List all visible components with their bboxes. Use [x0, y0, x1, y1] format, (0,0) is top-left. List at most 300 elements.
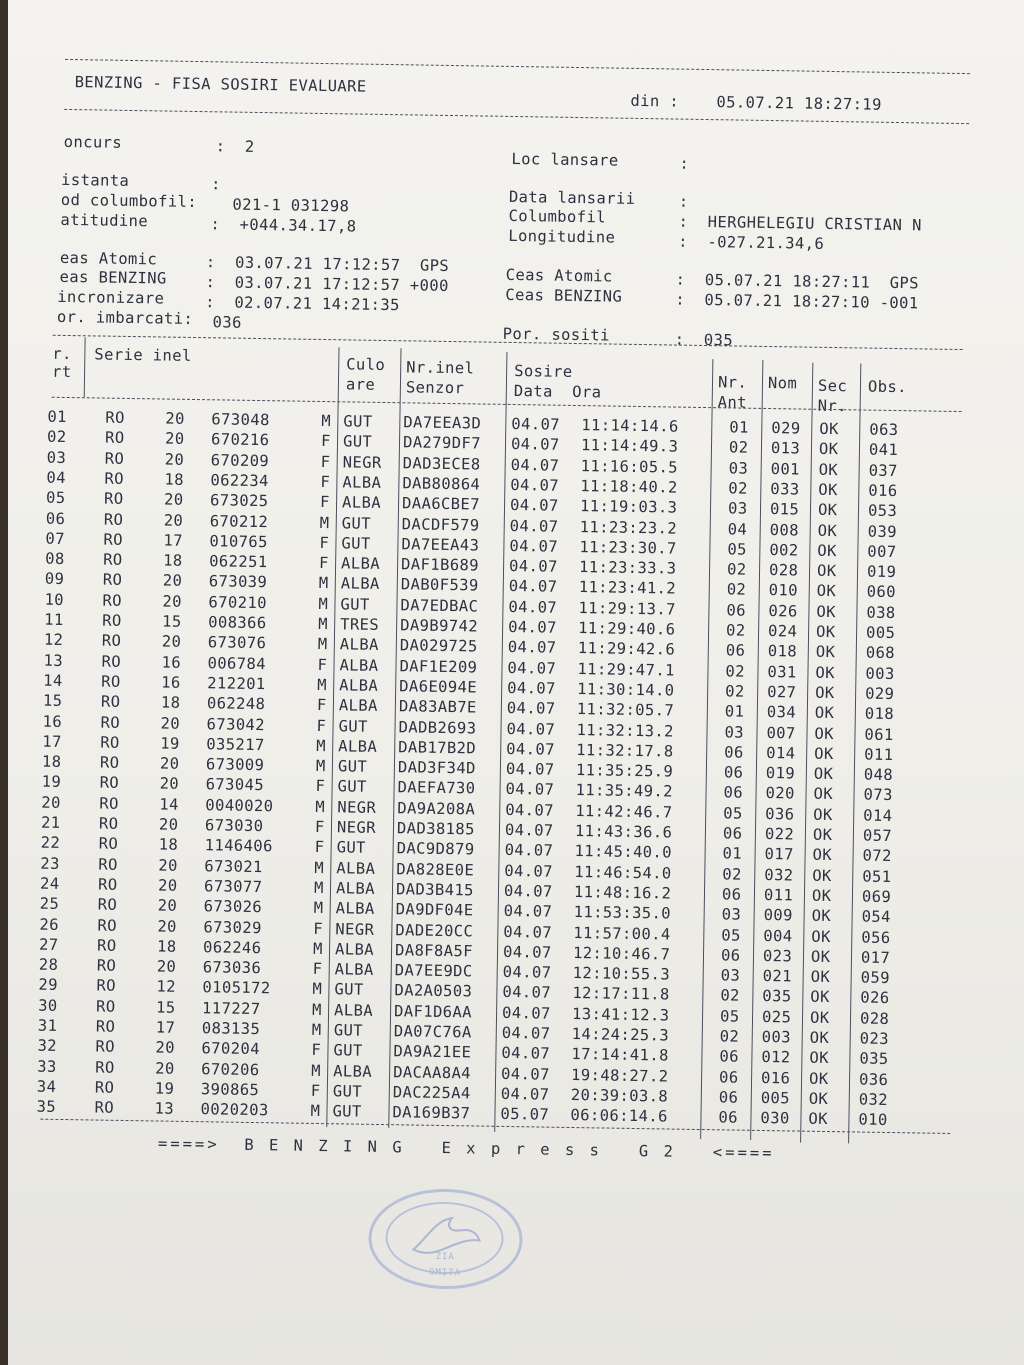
clock-value: 036 [202, 313, 242, 332]
cell-nr: 28 [38, 955, 59, 975]
cell-nr: 32 [37, 1036, 58, 1056]
cell-sec: OK [812, 846, 833, 865]
cell-color: NEGR [342, 452, 382, 472]
cell-year: 18 [158, 835, 179, 855]
cell-year: 20 [165, 409, 185, 428]
cell-time: 06:06:14.6 [570, 1106, 668, 1126]
cell-obs: 063 [869, 420, 899, 440]
cell-obs: 010 [858, 1110, 888, 1130]
cell-obs: 059 [860, 968, 891, 988]
cell-year: 20 [163, 511, 184, 530]
cell-sex: M [315, 757, 326, 776]
cell-ant: 04 [727, 519, 748, 539]
cell-sex: F [320, 472, 331, 492]
cell-year: 20 [162, 571, 183, 591]
info-value: : [210, 175, 221, 194]
cell-ant: 06 [718, 1067, 739, 1087]
cell-date: 04.07 [506, 719, 556, 739]
cell-obs: 036 [858, 1070, 889, 1089]
cell-sec: OK [810, 988, 830, 1007]
cell-color: GUT [334, 980, 364, 1000]
cell-ring: 673029 [203, 917, 262, 937]
col-nom-header: Nom [767, 374, 798, 393]
cell-nom: 014 [766, 743, 796, 763]
cell-time: 11:16:05.5 [580, 456, 679, 477]
cell-time: 12:10:55.3 [572, 964, 671, 984]
cell-nr: 11 [44, 610, 64, 629]
cell-year: 20 [164, 450, 185, 469]
cell-sensor: DA2A0503 [394, 981, 473, 1001]
cell-ant: 06 [725, 641, 746, 660]
cell-sensor: DA029725 [399, 636, 478, 656]
cell-color: GUT [337, 777, 367, 797]
cell-nr: 07 [45, 529, 66, 548]
cell-year: 13 [154, 1099, 175, 1118]
cell-nr: 01 [47, 407, 68, 426]
fancier-name: : HERGHELEGIU CRISTIAN N [678, 212, 922, 235]
cell-date: 04.07 [506, 699, 556, 718]
cell-year: 20 [157, 896, 178, 915]
cell-obs: 035 [859, 1049, 889, 1069]
cell-ring: 083135 [201, 1019, 261, 1039]
cell-ant: 06 [720, 946, 741, 965]
cell-time: 11:35:49.2 [575, 781, 674, 801]
cell-time: 11:23:41.2 [578, 578, 677, 598]
cell-nr: 02 [46, 427, 67, 447]
cell-obs: 061 [864, 725, 894, 744]
document-page [8, 0, 1024, 1365]
cell-country: RO [101, 631, 122, 651]
cell-country: RO [101, 672, 121, 691]
cell-country: RO [100, 692, 121, 712]
cell-sensor: DA9B9742 [400, 616, 479, 636]
cell-ant: 02 [725, 621, 746, 640]
cell-color: ALBA [340, 574, 380, 594]
cell-nom: 004 [763, 926, 793, 945]
cell-sensor: DA8F8A5F [394, 941, 474, 961]
cell-nom: 032 [764, 865, 794, 885]
cell-color: ALBA [334, 940, 375, 959]
cell-date: 04.07 [505, 760, 555, 779]
cell-sex: M [318, 574, 329, 593]
cell-nr: 15 [42, 691, 63, 711]
cell-year: 19 [160, 734, 180, 753]
cell-sex: F [320, 452, 331, 471]
cell-time: 11:43:36.6 [574, 822, 673, 842]
cell-date: 04.07 [501, 1003, 551, 1023]
cell-nr: 30 [38, 996, 58, 1015]
cell-year: 16 [161, 653, 182, 672]
cell-obs: 026 [860, 988, 890, 1008]
cell-time: 19:48:27.2 [570, 1065, 669, 1086]
cell-date: 04.07 [509, 516, 559, 536]
cell-date: 04.07 [500, 1084, 550, 1104]
cell-year: 18 [163, 551, 183, 570]
cell-sensor: DAB80864 [402, 474, 481, 494]
cell-date: 04.07 [507, 678, 557, 698]
cell-date: 04.07 [501, 1044, 551, 1063]
cell-color: GUT [336, 838, 367, 858]
cell-ant: 06 [723, 783, 744, 803]
cell-color: ALBA [340, 554, 381, 574]
cell-sex: M [310, 1102, 321, 1121]
cell-sec: OK [818, 440, 839, 459]
cell-sex: M [313, 899, 324, 918]
clock-value: : 03.07.21 17:12:57 GPS [205, 253, 450, 275]
cell-sex: F [319, 533, 330, 552]
cell-ant: 06 [723, 763, 744, 782]
info-value: : [678, 192, 689, 211]
cell-ring: 673026 [203, 897, 263, 917]
cell-year: 20 [164, 429, 185, 449]
cell-color: GUT [342, 432, 373, 452]
col-sec-header-2: Nr. [817, 396, 848, 416]
cell-obs: 053 [867, 501, 898, 521]
cell-sec: OK [811, 906, 832, 926]
cell-country: RO [98, 834, 119, 854]
clock-value: : 02.07.21 14:21:35 [205, 293, 400, 315]
cell-time: 14:24:25.3 [571, 1025, 670, 1045]
cell-nom: 017 [764, 845, 794, 864]
cell-date: 04.07 [500, 1064, 550, 1084]
cell-ring: 673021 [204, 856, 263, 876]
info-value: : [679, 154, 690, 173]
cell-color: GUT [341, 534, 371, 553]
cell-ring: 062234 [210, 471, 269, 491]
cell-sensor: DA828E0E [396, 859, 475, 880]
cell-sensor: DAD3B415 [395, 880, 475, 900]
cell-ant: 02 [719, 1027, 740, 1046]
cell-sex: M [317, 675, 328, 695]
cell-sex: F [311, 1041, 322, 1060]
cell-ring: 0040020 [205, 795, 274, 815]
cell-time: 11:57:00.4 [573, 923, 671, 944]
cell-nr: 26 [39, 915, 60, 934]
cell-nom: 020 [765, 784, 795, 803]
cell-nr: 21 [40, 813, 61, 832]
cell-nom: 033 [770, 479, 800, 499]
cell-ring: 673036 [202, 958, 262, 978]
info-label: od columbofil: [60, 190, 198, 212]
cell-sec: OK [808, 1089, 829, 1108]
cell-nr: 23 [40, 854, 60, 873]
cell-sensor: DAF1B689 [400, 555, 480, 575]
cell-year: 20 [160, 714, 181, 733]
cell-year: 20 [158, 815, 179, 834]
cell-obs: 060 [866, 582, 897, 602]
cell-ant: 05 [723, 804, 743, 823]
cell-ring: 117227 [201, 998, 261, 1018]
cell-obs: 016 [868, 481, 898, 500]
cell-nr: 10 [44, 590, 65, 609]
cell-nr: 14 [43, 671, 63, 690]
cell-nr: 27 [38, 935, 59, 954]
cell-date: 05.07 [500, 1105, 550, 1124]
cell-date: 04.07 [507, 638, 557, 658]
cell-ring: 212201 [207, 674, 266, 694]
col-nr-header-2: rt [51, 362, 72, 382]
cell-time: 12:17:11.8 [572, 984, 670, 1004]
cell-color: ALBA [338, 696, 378, 716]
cell-ring: 670206 [201, 1059, 260, 1079]
cell-sensor: DAB0F539 [400, 575, 479, 595]
cell-year: 18 [156, 937, 177, 956]
cell-time: 11:53:35.0 [573, 903, 672, 923]
cell-sec: OK [808, 1069, 829, 1088]
cell-date: 04.07 [508, 597, 558, 617]
cell-country: RO [103, 510, 124, 529]
cell-ant: 03 [728, 458, 749, 478]
cell-color: ALBA [334, 960, 374, 979]
cell-sensor: DACDF579 [401, 514, 480, 534]
cell-color: ALBA [341, 493, 382, 513]
cell-year: 20 [159, 754, 180, 773]
cell-sensor: DAA6CBE7 [401, 494, 481, 514]
col-separator [84, 337, 86, 397]
cell-sensor: DAD3ECE8 [402, 453, 481, 474]
cell-sensor: DAF1E209 [399, 656, 478, 677]
cell-nom: 019 [765, 764, 796, 783]
cell-country: RO [96, 976, 117, 996]
top-rule [65, 59, 970, 74]
arrival-report [8, 0, 1024, 1365]
info-label: Longitudine [508, 226, 616, 247]
cell-color: GUT [341, 513, 372, 533]
cell-sec: OK [815, 683, 835, 702]
cell-color: ALBA [339, 635, 379, 655]
cell-ring: 673025 [209, 491, 269, 511]
cell-color: GUT [340, 595, 370, 614]
cell-year: 17 [163, 531, 184, 550]
cell-country: RO [95, 1058, 115, 1077]
cell-sex: M [311, 1000, 322, 1019]
cell-time: 11:32:05.7 [576, 700, 675, 720]
cell-nr: 04 [46, 468, 67, 487]
cell-time: 11:35:25.9 [575, 761, 674, 781]
cell-time: 11:29:40.6 [578, 619, 676, 639]
cell-nom: 008 [769, 520, 800, 540]
cell-obs: 041 [868, 440, 899, 460]
cell-date: 04.07 [510, 455, 560, 475]
cell-ant: 02 [722, 864, 742, 884]
cell-color: TRES [340, 615, 380, 634]
cell-year: 18 [160, 693, 181, 713]
info-value: : -027.21.34,6 [678, 232, 825, 253]
clock-value: : 03.07.21 17:12:57 +000 [205, 273, 449, 295]
cell-date: 04.07 [504, 861, 554, 881]
stamp-text-2: OMITA [428, 1267, 462, 1279]
cell-obs: 011 [864, 745, 894, 764]
cell-time: 11:23:23.2 [579, 517, 678, 538]
cell-date: 04.07 [509, 496, 559, 515]
cell-date: 04.07 [504, 841, 554, 860]
cell-ant: 02 [725, 661, 746, 681]
col-sosire-header: Sosire [514, 362, 573, 381]
cell-country: RO [103, 530, 124, 549]
cell-time: 11:14:14.6 [581, 416, 679, 436]
cell-year: 15 [162, 612, 182, 631]
cell-year: 20 [159, 774, 180, 794]
cell-sensor: DAEFA730 [397, 778, 476, 798]
cell-sec: OK [815, 663, 836, 682]
cell-year: 17 [155, 1018, 176, 1037]
cell-sex: M [318, 614, 329, 634]
cell-ring: 062248 [206, 694, 266, 714]
cell-time: 11:23:33.3 [578, 558, 677, 578]
cell-color: ALBA [333, 1061, 373, 1081]
cell-ring: 062251 [209, 552, 268, 572]
col-nr-header: r. [52, 344, 72, 364]
cell-sec: OK [814, 703, 835, 723]
cell-ant: 01 [729, 418, 749, 437]
cell-nom: 034 [766, 703, 797, 722]
cell-time: 11:45:40.0 [574, 842, 673, 862]
cell-nr: 25 [39, 894, 60, 914]
cell-sensor: DAC9D879 [396, 839, 475, 859]
cell-nom: 012 [761, 1048, 791, 1067]
cell-sec: OK [815, 622, 836, 642]
info-value: : +044.34.17,8 [210, 215, 357, 236]
cell-ring: 673077 [203, 877, 263, 897]
cell-date: 04.07 [501, 1023, 551, 1043]
cell-time: 11:30:14.0 [577, 679, 675, 700]
cell-nr: 09 [44, 570, 65, 589]
cell-sex: F [312, 960, 323, 979]
cell-date: 04.07 [511, 414, 561, 434]
cell-sensor: DAC225A4 [392, 1083, 471, 1103]
cell-nom: 016 [760, 1068, 791, 1088]
cell-nr: 24 [39, 874, 60, 893]
cell-color: ALBA [339, 676, 379, 695]
cell-color: ALBA [335, 879, 376, 898]
cell-nr: 22 [40, 833, 61, 853]
cell-sec: OK [812, 866, 832, 885]
cell-time: 17:14:41.8 [571, 1045, 669, 1065]
cell-obs: 051 [862, 867, 892, 886]
cell-year: 14 [159, 795, 179, 814]
cell-country: RO [104, 449, 125, 468]
cell-color: GUT [338, 716, 368, 736]
col-culoare-header-2: are [345, 375, 376, 394]
cell-time: 13:41:12.3 [571, 1004, 670, 1025]
cell-year: 20 [163, 490, 184, 510]
cell-ring: 670209 [210, 450, 270, 470]
cell-sensor: DA7EEA3D [403, 413, 482, 433]
cell-nom: 010 [768, 581, 799, 600]
cell-obs: 007 [867, 542, 897, 561]
cell-sec: OK [810, 967, 831, 987]
cell-year: 20 [155, 1059, 175, 1078]
cell-nom: 007 [766, 723, 796, 742]
cell-color: NEGR [337, 797, 377, 817]
cell-ant: 02 [726, 560, 747, 579]
cell-date: 04.07 [502, 963, 552, 982]
col-senzor-header: Nr.inel [406, 358, 475, 378]
cell-ring: 673076 [207, 633, 267, 653]
cell-obs: 068 [865, 643, 896, 663]
cell-country: RO [99, 753, 120, 772]
cell-obs: 003 [865, 664, 895, 683]
cell-country: RO [96, 997, 116, 1016]
cell-color: NEGR [336, 818, 377, 837]
info-label: Loc lansare [511, 149, 619, 170]
cell-sex: M [316, 736, 327, 755]
cell-sensor: DA7EDBAC [400, 595, 479, 616]
cell-sex: M [317, 635, 328, 654]
cell-time: 11:42:46.7 [575, 801, 673, 822]
cell-nom: 003 [761, 1027, 792, 1047]
cell-date: 04.07 [508, 577, 558, 597]
cell-ant: 06 [719, 1047, 740, 1066]
cell-obs: 072 [862, 846, 892, 866]
cell-sensor: DA9A208A [397, 798, 476, 819]
cell-sex: F [314, 817, 325, 837]
cell-sensor: DA83AB7E [398, 697, 477, 717]
cell-obs: 019 [866, 562, 897, 582]
cell-sec: OK [813, 764, 834, 784]
clock-label: eas Atomic [59, 248, 158, 269]
cell-year: 20 [161, 632, 182, 652]
cell-ring: 035217 [206, 735, 265, 754]
stamp-text: ZIA [435, 1251, 455, 1263]
cell-ant: 03 [727, 499, 748, 518]
cell-ring: 008366 [208, 613, 267, 633]
cell-country: RO [102, 611, 122, 630]
cell-sex: M [318, 594, 329, 613]
cell-country: RO [98, 814, 119, 833]
footer-banner: ====> B E N Z I N G E x p r e s s G 2 <==== [157, 1134, 775, 1163]
cell-sec: OK [817, 521, 838, 540]
cell-ant: 02 [728, 479, 748, 498]
clock-label: Ceas Atomic [505, 265, 613, 286]
cell-country: RO [102, 591, 123, 610]
cell-country: RO [95, 1017, 116, 1036]
cell-date: 04.07 [505, 800, 555, 820]
cell-sex: M [321, 411, 332, 431]
cell-ring: 670216 [210, 430, 270, 450]
cell-sex: F [320, 432, 331, 451]
cell-sec: OK [808, 1109, 829, 1129]
arrivals-table [8, 406, 1017, 1130]
cell-ring: 673039 [208, 572, 268, 592]
cell-nr: 06 [45, 509, 66, 528]
col-obs-header: Obs. [867, 377, 908, 397]
cell-sec: OK [816, 561, 837, 581]
clock-label: Por. sositi [502, 324, 610, 345]
cell-nom: 024 [767, 622, 798, 641]
cell-nr: 12 [43, 630, 64, 650]
cell-country: RO [94, 1078, 115, 1097]
clock-label: or. imbarcati: [56, 307, 194, 328]
col-ant-header: Nr. [717, 373, 748, 392]
col-culoare-header: Culo [346, 355, 386, 374]
cell-year: 20 [157, 916, 178, 936]
cell-obs: 048 [863, 765, 894, 785]
cell-sec: OK [817, 500, 838, 520]
cell-date: 04.07 [503, 902, 553, 921]
cell-country: RO [96, 936, 117, 955]
cell-sec: OK [819, 419, 839, 439]
cell-sec: OK [813, 805, 833, 824]
cell-country: RO [104, 469, 125, 488]
cell-nr: 29 [38, 976, 59, 995]
cell-year: 12 [156, 977, 177, 997]
cell-obs: 069 [861, 887, 892, 906]
cell-nom: 005 [760, 1088, 791, 1108]
info-label: Data lansarii [508, 187, 636, 208]
cell-country: RO [99, 794, 119, 813]
cell-sec: OK [813, 785, 834, 804]
